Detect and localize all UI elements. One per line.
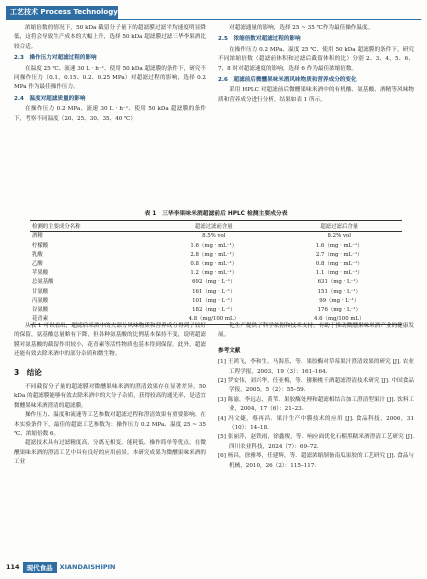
results-table: [30, 220, 402, 325]
reference-item: [2] 罗安伟，刘兴华，任亚梅，等．猕猴桃干酒超滤澄清技术研究 [J]. 中国食品学报，2005，5（2）：55–59.: [218, 378, 414, 394]
paragraph: 化生产提供了科学依据和技术支持，有助于推动微醺果味米酒产业的健康发展。: [218, 323, 414, 339]
table-row: [30, 250, 402, 259]
table-row: [30, 241, 402, 250]
table-1: [30, 208, 402, 325]
table-cell: 0.8（mg · mL⁻¹）: [315, 260, 363, 267]
table-cell: 99（mg · L⁻¹）: [319, 297, 360, 304]
journal-brand: 现代食品: [23, 562, 57, 573]
table-cell: 谷氨酸: [32, 306, 49, 313]
page-number: 114: [6, 563, 20, 571]
table-cell: 1.2（mg · mL⁻¹）: [190, 270, 238, 277]
table-row: [30, 232, 402, 242]
table-header: 超滤过滤前含量: [151, 221, 276, 232]
left-column-top: [14, 24, 206, 124]
paragraph: 操作压力、温度和流速等工艺参数对超滤过程和澄清效果有重要影响。在本实验条件下，最佳的超滤工艺参数为：操作压力 0.2 MPa、温度 25 ~ 35 ℃、浓缩倍数 6。: [14, 412, 206, 438]
reference-item: [6] 杨昌，徐雅琴，任建辉，等．超滤浓缩制备南瓜果胶的工艺研究 [J]. 食品与机械，2010，26（2）：115–117.: [218, 453, 414, 469]
paragraph: 在操作压力 0.2 MPa、温度 25 ℃、使用 50 kDa 超滤膜的条件下，研究不同浓缩倍数（超滤前体积和过滤后截留体积的比）分别 2、3、4、5、6、7、8 时对超滤速度的影响，选择 6 作为最佳浓缩倍数。: [218, 46, 414, 72]
paragraph: 浓缩倍数的情况下，50 kDa 截留分子量下的超滤膜过滤平均速度明显降低，这将会导致生产成本的大幅上升，选择 50 kDa 超滤膜过滤三华李果酒比较合适。: [14, 25, 206, 50]
table-cell: 4.6（mg/100 mL）: [277, 315, 402, 325]
paragraph: 超滤技术具有过滤精度高、分离无相变、能耗低、操作简单等优点，在微醺果味米酒的澄清工艺中具有良好的应用前景。本研究成果为微醺果味米酒的工业: [14, 440, 206, 466]
page-footer: [6, 561, 116, 573]
table-cell: 176（mg · L⁻¹）: [317, 306, 361, 313]
right-column-top: [218, 24, 414, 105]
table-cell: 4.8（mg/100 mL）: [151, 315, 276, 325]
table-cell: 乳酸: [32, 251, 43, 258]
left-column-bottom: [14, 322, 206, 468]
table-cell: 苹果酸: [32, 270, 49, 277]
paragraph: 对超滤通量的影响，选择 25 ~ 35 ℃作为最佳操作温度。: [229, 25, 374, 31]
right-column-bottom: [218, 322, 414, 471]
table-cell: 花青素: [30, 315, 151, 325]
table-row: [30, 278, 402, 287]
section-heading-2-4: 2.4 温度对超滤质量的影响: [14, 95, 86, 102]
table-cell: 161（mg · L⁻¹）: [192, 288, 236, 295]
table-cell: 182（mg · L⁻¹）: [192, 306, 236, 313]
header-rule: [6, 19, 421, 20]
table-row: [30, 287, 402, 296]
table-cell: 柠檬酸: [32, 242, 49, 249]
table-row: [30, 260, 402, 269]
reference-item: [1] 王鸿飞，李和生，马海乐，等．果胶酶对草莓果汁澄清效果的研究 [J]. 农业工程学报，2003，19（3）：161–164.: [218, 359, 414, 375]
table-header: 检测的主要成分名称: [30, 221, 151, 232]
journal-brand-pinyin: XIANDAISHIPIN: [59, 563, 116, 571]
reference-item: [5] 张丽萍，赵铁雨，徐鑫俊，等．响应面优化石榴黑糯米酒澄清工艺研究 [J]. 四川农业科技，2024（7）：69–72.: [218, 434, 414, 450]
reference-item: [3] 陈渝，李远志，黄苇．果胶酶处理和超滤相结合加工澄清型果汁 [J]. 饮料工业，2004，17（6）：21–23.: [218, 396, 414, 413]
table-cell: 2.8（mg · mL⁻¹）: [190, 251, 238, 258]
paragraph: 在操作压力 0.2 MPa、流速 30 L · h⁻¹、使用 50 kDa 超滤膜的条件下，考察不同温度（20、25、30、35、40 ℃）: [14, 106, 206, 122]
table-cell: 酒精: [32, 233, 43, 240]
section-heading-2-3: 2.3 操作压力对超滤过程的影响: [14, 55, 97, 62]
table-cell: 631（mg · L⁻¹）: [317, 279, 361, 286]
table-cell: 8.2% vol: [327, 233, 351, 240]
section-heading-2-5: 2.5 浓缩倍数对超滤过程的影响: [218, 36, 301, 43]
table-header: 超滤过滤后含量: [277, 221, 402, 232]
table-cell: 692（mg · L⁻¹）: [192, 279, 236, 286]
paragraph: 从表 1 可以看出，超滤后米酒中的大部分风味物质和营养成分得到了较好的保留，氨基酸总量略有下降，但各种氨基酸的比例基本保持不变，说明超滤膜对氨基酸的截留作用较小，花青素等活性物质也基本得到保留。此外，超滤还能有效去除米酒中的部分杂质和微生物。: [14, 323, 206, 358]
reference-item: [4] 冯文婕，蔡再昌．果汁生产中膜技术的应用 [J]. 食品科技，2006，31（10）：14–18.: [218, 415, 414, 432]
paragraph: 不同截留分子量的超滤膜对微醺果味米酒的澄清效果存在显著差异，50 kDa 的超滤膜能够有效去除米酒中的大分子杂质，获得较高的通光率，是适宜微醺果味米酒澄清的超滤膜。: [14, 384, 206, 409]
table-cell: 甘氨酸: [32, 288, 49, 295]
table-cell: 101（mg · L⁻¹）: [192, 297, 236, 304]
table-row: [30, 306, 402, 315]
paragraph: 在温度 25 ℃、流速 30 L · h⁻¹、使用 50 kDa 超滤膜的条件下，研究不同操作压力（0.1、0.15、0.2、0.25 MPa）对超滤过程的影响，选择 0.2 MPa 作为最佳操作压力。: [14, 65, 206, 91]
table-cell: 乙酸: [32, 260, 43, 267]
table-cell: 0.8（mg · mL⁻¹）: [190, 260, 238, 267]
table-row: [30, 269, 402, 278]
table-cell: 1.1（mg · mL⁻¹）: [315, 270, 363, 277]
section-heading-2-6: 2.6 超滤前后微醺果味米酒风味物质和营养成分的变化: [218, 77, 357, 84]
table-cell: 丙氨酸: [32, 297, 49, 304]
references-heading: 参考文献: [218, 347, 241, 354]
table-cell: 1.6（mg · mL⁻¹）: [190, 242, 238, 249]
table-cell: 2.7（mg · mL⁻¹）: [315, 251, 363, 258]
table-caption: 表 1 三华李果味米酒超滤前后 HPLC 检测主要成分表: [144, 211, 288, 217]
table-cell: 1.6（mg · mL⁻¹）: [315, 242, 363, 249]
section-heading-3: 3 结论: [14, 367, 42, 377]
table-cell: 151（mg · L⁻¹）: [317, 288, 361, 295]
table-row: [30, 296, 402, 305]
paragraph: 采用 HPLC 对超滤前后微醺果味米酒中的有机酸、氨基酸、酒精等风味物质和营养成分进行分析，结果如表 1 所示。: [218, 87, 414, 103]
table-cell: 8.5% vol: [202, 233, 226, 240]
section-label: 工艺技术 Process Technology: [6, 6, 118, 19]
table-cell: 总氨基酸: [32, 279, 54, 286]
